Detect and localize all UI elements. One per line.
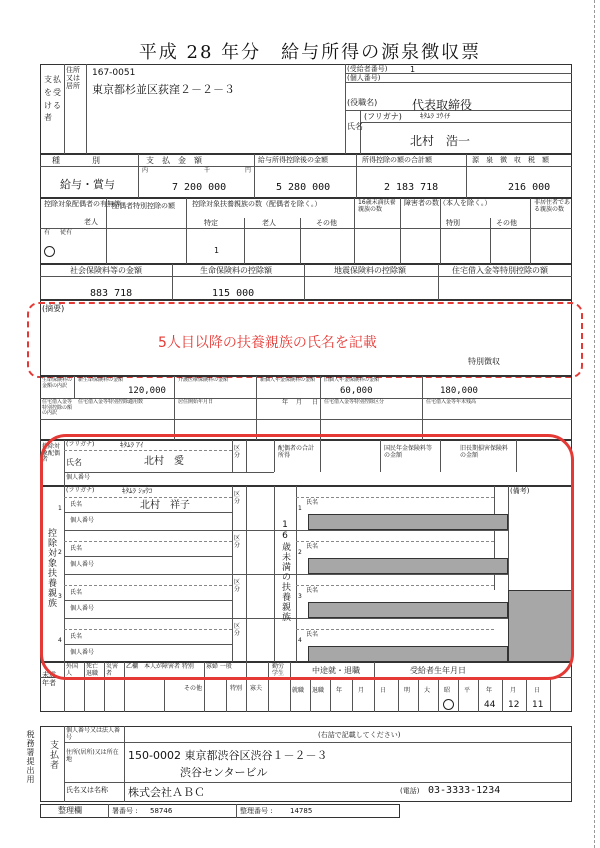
dep1-name: 北村 祥子 [140, 500, 190, 511]
dep2-personal-no: 個人番号 [70, 561, 95, 568]
birth-month-label: 月 [510, 687, 517, 694]
dep2-no: 2 [58, 549, 62, 556]
special-collection: 特別徴収 [468, 357, 500, 366]
midyear-label: 中途就・退職 [312, 666, 360, 675]
payee-name: 北村 浩一 [410, 134, 471, 148]
footer-table [40, 804, 400, 818]
dep3-name-label: 氏名 [70, 589, 83, 596]
u16-4-no: 4 [298, 637, 302, 644]
status-student: 勤労学生 [272, 663, 285, 677]
income-type: 給与・賞与 [60, 178, 115, 191]
dep1-furigana-label: (フリガナ) [66, 487, 95, 494]
life-amount: 115 000 [212, 288, 255, 299]
special-label: 特別 [446, 219, 460, 227]
old-life-amount: 180,000 [440, 386, 478, 396]
ref-no-label: 整理番号 : [240, 807, 273, 815]
dep4-personal-no: 個人番号 [70, 649, 95, 656]
era-taisho: 大 [424, 687, 431, 694]
quake-label: 地震保険料の控除額 [334, 266, 406, 275]
birth-year: 44 [484, 700, 496, 710]
spouse-personal-no: 個人番号 [66, 474, 91, 481]
page-title: 平成 28 年分 給与所得の源泉徴収票 [138, 42, 482, 63]
dep2-name-label: 氏名 [70, 545, 83, 552]
position-label: (役職名) [347, 98, 378, 107]
shuusyoku-label: 就職 [292, 687, 305, 694]
social-label: 社会保険料等の金額 [70, 266, 142, 275]
old-long-term-label: 旧長期損害保険料の金額 [460, 445, 509, 459]
other-label: その他 [316, 219, 337, 227]
position-value: 代表取締役 [412, 98, 473, 112]
payer-label: 支払者 [48, 740, 58, 770]
summary-note: 5人目以降の扶養親族の氏名を記載 [158, 335, 377, 351]
care-label: 介護医療保険料の金額 [178, 377, 229, 383]
spouse-furigana: ｷﾀﾑﾗ ｱｲ [120, 441, 144, 449]
disabled-other-label: その他 [496, 219, 517, 227]
status-widow: 寡婦 一般 [206, 663, 232, 670]
life-breakdown-label: 生命保険料の金額の内訳 [42, 377, 73, 389]
spouse-furigana-label: (フリガナ) [66, 441, 95, 448]
birth-label: 受給者生年月日 [410, 666, 466, 675]
office-no: 58746 [150, 807, 173, 815]
bikou-label: (備考) [510, 487, 530, 495]
showa-circle [443, 699, 454, 710]
housing-count-label: 住宅借入金等特別控除適用数 [78, 399, 144, 405]
dependents-section-label: 控除対象扶養親族 [46, 528, 56, 608]
pay-to-label: 支払を受ける者 [44, 75, 62, 123]
payee-postal: 167-0051 [92, 68, 136, 78]
residence-start-label: 居住開始年月日 [178, 399, 214, 405]
status-foreigner: 外国人 [66, 663, 79, 677]
birth-year-label: 年 [486, 687, 493, 694]
status-disaster: 災害者 [106, 663, 119, 677]
year-label-a: 年 [282, 399, 289, 406]
status-death: 死亡退職 [86, 663, 99, 677]
status-widower: 寡夫 [250, 685, 263, 692]
phone-label: (電話) [400, 787, 420, 795]
nonresident-label: 非居住者である親族の数 [534, 199, 571, 213]
life-label: 生命保険料の控除額 [200, 266, 272, 275]
spouse-name: 北村 愛 [144, 456, 184, 467]
national-pension-label: 国民年金保険料等の金額 [384, 445, 433, 459]
footer-label: 整理欄 [58, 806, 82, 815]
income-header-tax: 源 泉 徴 収 税 額 [472, 156, 549, 164]
income-header-pay: 支 払 金 額 [146, 156, 202, 165]
status-otsu: 乙欄 [126, 663, 139, 670]
phone: 03-3333-1234 [428, 785, 501, 796]
status-other: その他 [184, 685, 203, 692]
new-pension-label: 新個人年金保険料の金額 [260, 377, 316, 383]
payer-number-note: (右詰で記載してください) [318, 731, 401, 739]
life-detail-table [40, 376, 572, 440]
spouse-special-label: 配偶者特別控除の額 [112, 202, 175, 210]
tax-office-label: 税務署提出用 [26, 730, 35, 784]
elder-label: 老人 [262, 219, 276, 227]
housing-balance-label: 住宅借入金等年末残高 [426, 399, 477, 405]
u16-1-no: 1 [298, 505, 302, 512]
income-header-deduct: 所得控除の額の合計額 [362, 156, 432, 164]
personal-no-label: (個人番号) [347, 74, 381, 82]
dep-count-label: 控除対象扶養親族の数（配偶者を除く。） [192, 200, 322, 208]
income-header-type: 種 別 [52, 156, 100, 165]
recipient-no: 1 [410, 65, 416, 74]
dep1-furigana: ｷﾀﾑﾗ ｼｮｳｺ [122, 487, 153, 495]
payer-address1: 150-0002 東京都渋谷区渋谷１－２－３ [128, 749, 328, 762]
dependents-highlight [40, 434, 574, 680]
recipient-no-label: (受給者番号) [347, 65, 388, 73]
payer-number-label: 個人番号又は法人番号 [66, 727, 121, 741]
unit-thousand: 千 [204, 167, 211, 174]
withholding-tax: 216 000 [508, 182, 551, 193]
disabled-label: 障害者の数（本人を除く。） [404, 199, 492, 207]
furigana-label: (フリガナ) [364, 112, 402, 121]
era-meiji: 明 [404, 687, 411, 694]
payer-name-label: 氏名又は名称 [66, 786, 108, 794]
mid-month-label: 月 [358, 687, 365, 694]
payer-address-label: 住所(居所)又は所在地 [66, 749, 119, 763]
address-label: 住所又は居所 [66, 66, 80, 91]
birth-day-label: 日 [534, 687, 541, 694]
payee-furigana: ｷﾀﾑﾗ ｺｳｲﾁ [420, 112, 451, 120]
mid-day-label: 日 [380, 687, 387, 694]
dep2-kubun: 区分 [234, 535, 241, 549]
u16-1-name-label: 氏名 [306, 499, 319, 506]
new-life-label: 新生命保険料の金額 [78, 377, 124, 383]
dep1-kubun: 区分 [234, 491, 241, 505]
dep4-kubun: 区分 [234, 623, 241, 637]
payee-address: 東京都杉並区荻窪２－２－３ [92, 83, 235, 96]
spouse-col-label: 控除対象配偶者の有無等 [44, 200, 121, 208]
dep1-no: 1 [58, 505, 62, 512]
era-showa: 昭 [444, 687, 451, 694]
dep1-name-label: 氏名 [70, 501, 83, 508]
perforation-line [594, 0, 595, 848]
dep4-no: 4 [58, 637, 62, 644]
dep3-personal-no: 個人番号 [70, 605, 95, 612]
day-label-a: 日 [312, 399, 319, 406]
specified-count: 1 [214, 246, 220, 255]
birth-day: 11 [532, 700, 544, 710]
u16-2-no: 2 [298, 549, 302, 556]
old-pension-label: 旧個人年金保険料の金額 [324, 377, 380, 383]
name-label: 氏名 [347, 122, 363, 131]
spouse-income-label: 配偶者の合計所得 [278, 445, 315, 459]
yes-label: 有 [44, 229, 51, 236]
mid-year-label: 年 [336, 687, 343, 694]
summary-label: (摘要) [42, 304, 65, 313]
subordinate-label: 従有 [60, 229, 73, 236]
spouse-yes-circle [44, 246, 55, 257]
dep4-name-label: 氏名 [70, 633, 83, 640]
housing-label: 住宅借入金等特別控除の額 [452, 266, 548, 275]
dep3-kubun: 区分 [234, 579, 241, 593]
unit-in: 内 [142, 167, 149, 174]
income-header-after: 給与所得控除後の金額 [258, 156, 328, 164]
spouse-row-label: 控除対象配偶者 [42, 443, 61, 464]
new-life-amount: 120,000 [128, 386, 166, 396]
total-deduction: 2 183 718 [384, 182, 439, 193]
new-pension-amount: 60,000 [340, 386, 373, 396]
housing-kubun-label: 住宅借入金等特別控除区分 [324, 399, 385, 405]
social-amount: 883 718 [90, 288, 133, 299]
payer-address2: 渋谷センタービル [180, 766, 268, 779]
specified-label: 特定 [204, 219, 218, 227]
under16-section-label: 16歳未満の扶養親族 [280, 520, 290, 622]
dep3-no: 3 [58, 593, 62, 600]
taisyoku-label: 退職 [312, 687, 325, 694]
u16-3-no: 3 [298, 593, 302, 600]
unit-yen: 円 [245, 167, 252, 174]
u16-3-name-label: 氏名 [306, 587, 319, 594]
u16-2-name-label: 氏名 [306, 543, 319, 550]
dep1-personal-no: 個人番号 [70, 517, 95, 524]
month-label-a: 月 [296, 399, 303, 406]
status-disabled: 本人が障害者 特別 [144, 663, 194, 670]
era-heisei: 平 [464, 687, 471, 694]
elderly-label: 老人 [84, 218, 98, 226]
spouse-name-label: 氏名 [66, 458, 82, 467]
payer-name: 株式会社ＡＢＣ [128, 786, 205, 799]
spouse-kubun: 区分 [234, 445, 241, 459]
after-deduction: 5 280 000 [276, 182, 331, 193]
u16-4-name-label: 氏名 [306, 631, 319, 638]
minor-label: 未成年者 [42, 671, 56, 687]
under16-label: 16歳未満扶養親族の数 [358, 199, 396, 213]
housing-breakdown-label: 住宅借入金等特別控除の額の内訳 [42, 399, 73, 416]
ref-no: 14785 [290, 807, 313, 815]
pay-amount: 7 200 000 [172, 182, 227, 193]
birth-month: 12 [508, 700, 520, 710]
office-no-label: 署番号 : [112, 807, 138, 815]
status-widow-special: 特別 [230, 685, 243, 692]
